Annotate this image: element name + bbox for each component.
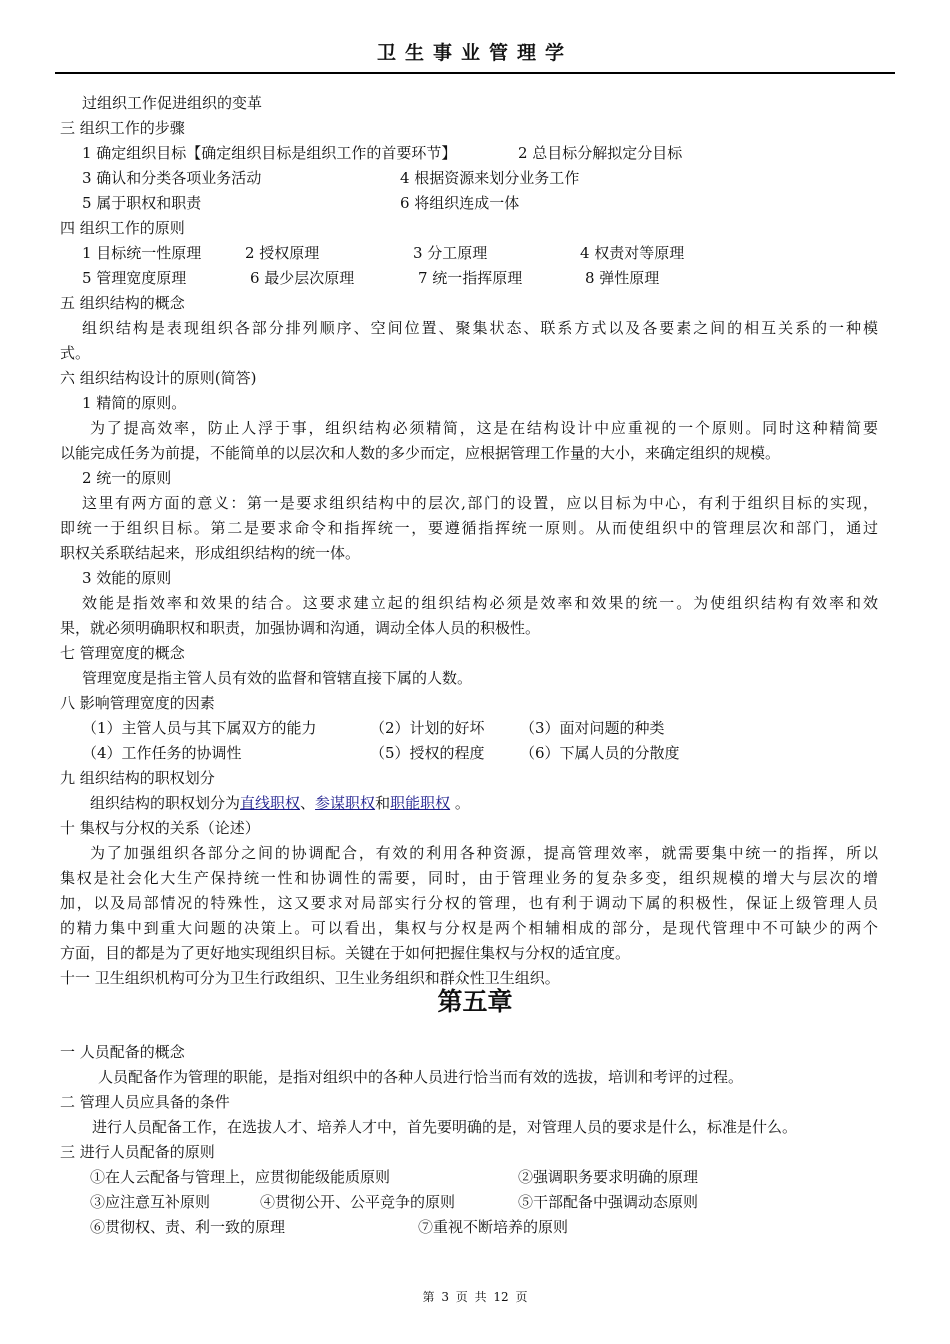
page-header-title: 卫生事业管理学 <box>376 42 573 64</box>
section-heading: 九 组织结构的职权划分 <box>60 769 215 787</box>
list-item: 8 弹性原理 <box>585 269 660 287</box>
paragraph-line: 人员配备作为管理的职能，是指对组织中的各种人员进行恰当而有效的选拔，培训和考评的过程。 <box>98 1068 744 1086</box>
section-heading: 十 集权与分权的关系（论述） <box>60 819 260 837</box>
list-item: ③应注意互补原则 <box>90 1193 211 1211</box>
text-span: 、 <box>300 794 316 812</box>
term-link-line-authority[interactable]: 直线职权 <box>240 794 301 812</box>
paragraph-line: 这里有两方面的意义：第一是要求组织结构中的层次,部门的设置，应以目标为中心，有利于组织目标的实现， <box>82 494 878 512</box>
paragraph-line: 管理宽度是指主管人员有效的监督和管辖直接下属的人数。 <box>82 669 473 687</box>
paragraph-line: 以能完成任务为前提，不能简单的以层次和人数的多少而定，应根据管理工作量的大小，来确定组织的规模。 <box>60 444 781 462</box>
list-item: 5 属于职权和职责 <box>82 194 202 212</box>
list-item: （4）工作任务的协调性 <box>82 744 242 762</box>
paragraph-line <box>90 793 470 813</box>
list-item: （1）主管人员与其下属双方的能力 <box>82 719 317 737</box>
term-link-staff-authority[interactable]: 参谋职权 <box>315 794 376 812</box>
list-item: 2 授权原理 <box>245 244 320 262</box>
list-item: （3）面对问题的种类 <box>520 719 665 737</box>
page-footer: 第 3 页 共 12 页 <box>422 1290 528 1304</box>
paragraph-line: 的精力集中到重大问题的决策上。可以看出，集权与分权是两个相辅相成的部分，是现代管理中不可缺少的两个 <box>60 919 878 937</box>
paragraph-line: 效能是指效率和效果的结合。这要求建立起的组织结构必须是效率和效果的统一。为使组织结构有效率和效 <box>82 594 878 612</box>
list-item: ⑤干部配备中强调动态原则 <box>518 1193 699 1211</box>
text-span: 和 <box>375 794 391 812</box>
list-item: ①在人云配备与管理上，应贯彻能级能质原则 <box>90 1168 391 1186</box>
list-item: 6 将组织连成一体 <box>400 194 520 212</box>
list-item: 4 根据资源来划分业务工作 <box>400 169 580 187</box>
list-item: 1 目标统一性原理 <box>82 244 202 262</box>
list-item: 1 确定组织目标【确定组织目标是组织工作的首要环节】 <box>82 144 457 162</box>
list-item: ④贯彻公开、公平竞争的原则 <box>260 1193 456 1211</box>
paragraph-line: 职权关系联结起来，形成组织结构的统一体。 <box>60 544 361 562</box>
section-heading: 四 组织工作的原则 <box>60 219 185 237</box>
section-heading: 三 组织工作的步骤 <box>60 119 185 137</box>
paragraph-line: 组织结构是表现组织各部分排列顺序、空间位置、聚集状态、联系方式以及各要素之间的相互关系的一种模 <box>82 319 878 337</box>
paragraph-line: 为了提高效率，防止人浮于事，组织结构必须精简，这是在结构设计中应重视的一个原则。同时这种精简要 <box>90 419 878 437</box>
paragraph-line: 即统一于组织目标。第二是要求命令和指挥统一，要遵循指挥统一原则。从而使组织中的管理层次和部门，通过 <box>60 519 878 537</box>
paragraph-line: 方面，目的都是为了更好地实现组织目标。关键在于如何把握住集权与分权的适宜度。 <box>60 944 631 962</box>
subsection-heading: 3 效能的原则 <box>82 569 172 587</box>
term-link-functional-authority[interactable]: 职能职权 <box>390 794 451 812</box>
section-heading: 一 人员配备的概念 <box>60 1043 185 1061</box>
list-item: 4 权责对等原理 <box>580 244 685 262</box>
section-heading: 八 影响管理宽度的因素 <box>60 694 215 712</box>
paragraph-line: 集权是社会化大生产保持统一性和协调性的需要，同时，由于管理业务的复杂多变，组织规模的增大与层次的增 <box>60 869 878 887</box>
subsection-heading: 2 统一的原则 <box>82 469 172 487</box>
section-heading: 六 组织结构设计的原则(简答) <box>60 369 257 387</box>
list-item: （2）计划的好坏 <box>370 719 485 737</box>
section-heading: 三 进行人员配备的原则 <box>60 1143 215 1161</box>
header-rule <box>55 72 895 74</box>
section-heading: 十一 卫生组织机构可分为卫生行政组织、卫生业务组织和群众性卫生组织。 <box>60 969 560 987</box>
section-heading: 五 组织结构的概念 <box>60 294 185 312</box>
text-span: 。 <box>450 794 470 812</box>
text-span: 组织结构的职权划分为 <box>90 794 241 812</box>
list-item: 3 分工原理 <box>413 244 488 262</box>
paragraph-line: 式。 <box>60 344 91 362</box>
list-item: 7 统一指挥原理 <box>418 269 523 287</box>
paragraph-line: 进行人员配备工作，在选拔人才、培养人才中，首先要明确的是，对管理人员的要求是什么，标准是什么。 <box>92 1118 798 1136</box>
list-item: （5）授权的程度 <box>370 744 485 762</box>
subsection-heading: 1 精简的原则。 <box>82 394 187 412</box>
paragraph-line: 果，就必须明确职权和职责，加强协调和沟通，调动全体人员的积极性。 <box>60 619 541 637</box>
section-heading: 七 管理宽度的概念 <box>60 644 185 662</box>
list-item: 6 最少层次原理 <box>250 269 355 287</box>
list-item: ⑥贯彻权、责、利一致的原理 <box>90 1218 286 1236</box>
list-item: （6）下属人员的分散度 <box>520 744 680 762</box>
list-item: 5 管理宽度原理 <box>82 269 187 287</box>
paragraph-line: 加，以及局部情况的特殊性，这又要求对局部实行分权的管理，也有利于调动下属的积极性，保证上级管理人员 <box>60 894 878 912</box>
chapter-title: 第五章 <box>437 987 513 1016</box>
section-heading: 二 管理人员应具备的条件 <box>60 1093 230 1111</box>
list-item: ②强调职务要求明确的原理 <box>518 1168 699 1186</box>
text-line: 过组织工作促进组织的变革 <box>82 94 263 112</box>
list-item: ⑦重视不断培养的原则 <box>418 1218 569 1236</box>
list-item: 2 总目标分解拟定分目标 <box>518 144 683 162</box>
paragraph-line: 为了加强组织各部分之间的协调配合，有效的利用各种资源，提高管理效率，就需要集中统一的指挥，所以 <box>90 844 878 862</box>
list-item: 3 确认和分类各项业务活动 <box>82 169 262 187</box>
